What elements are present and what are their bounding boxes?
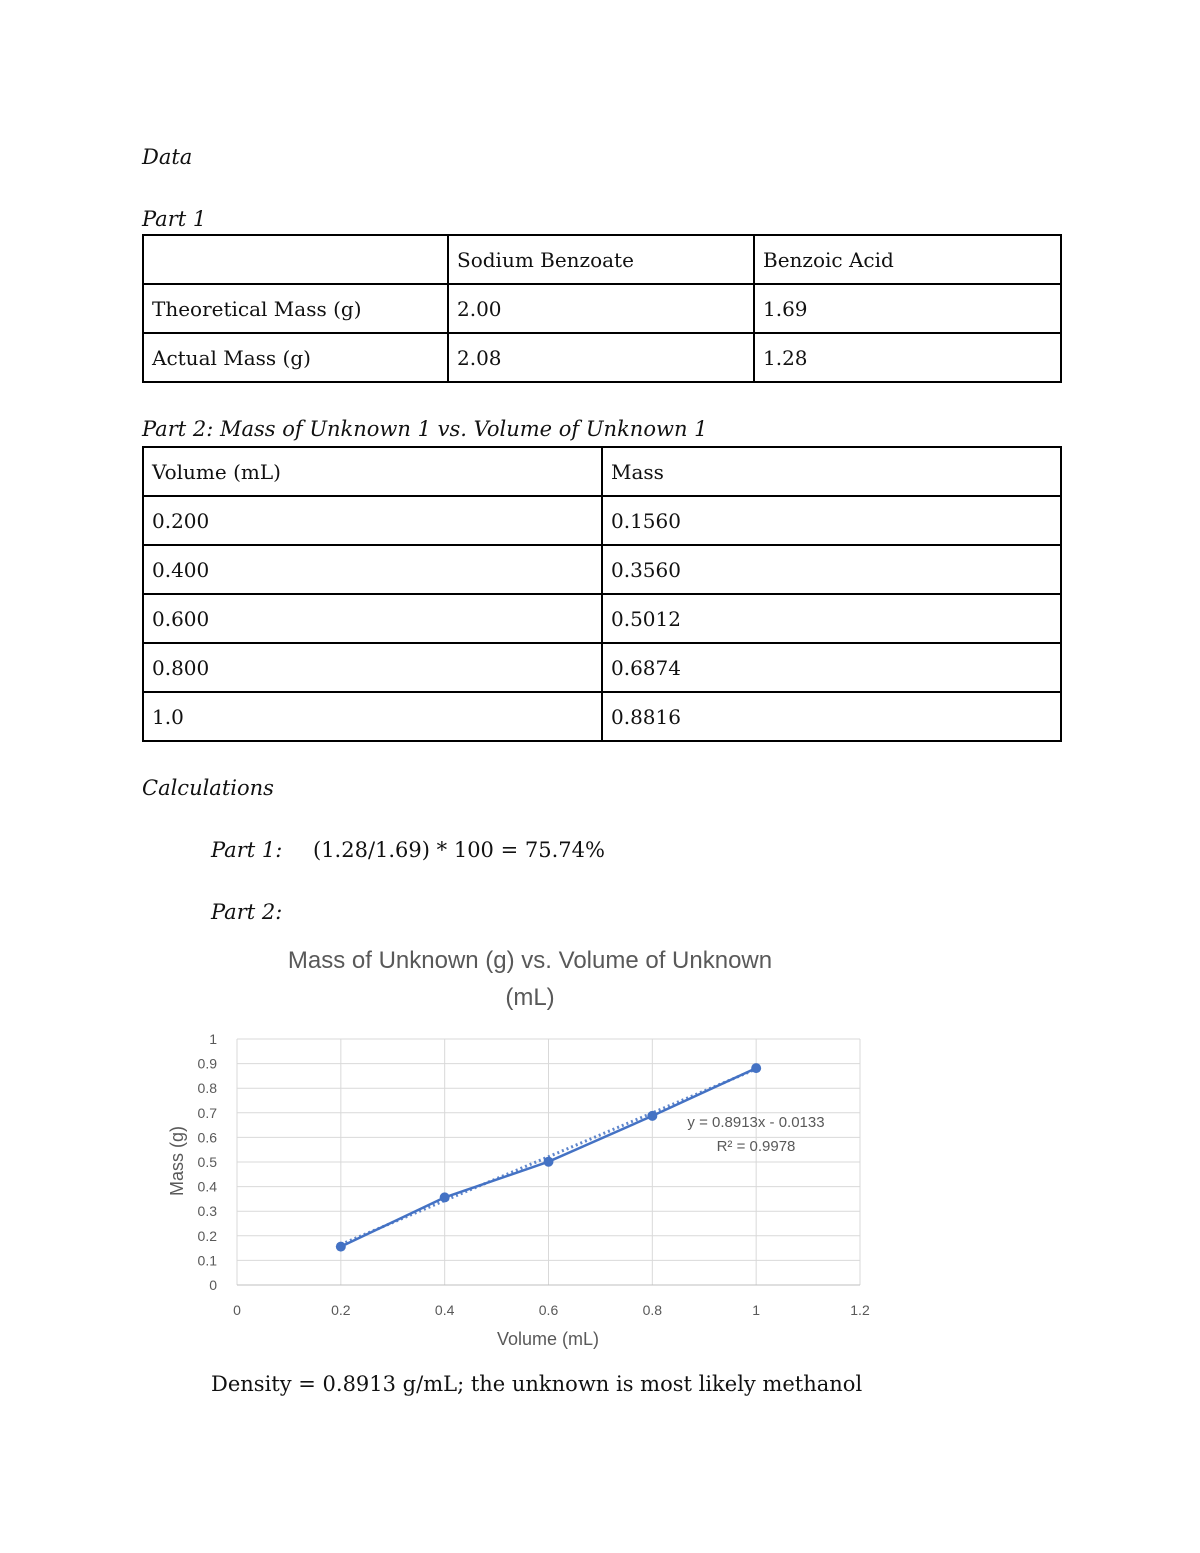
y-tick-label: 0.8 [197, 1080, 217, 1097]
y-tick-label: 0.2 [197, 1227, 217, 1244]
x-tick-label: 1.2 [850, 1302, 870, 1318]
data-point [751, 1063, 761, 1073]
table-cell: 0.800 [143, 643, 602, 692]
x-tick-label: 0.6 [538, 1302, 559, 1318]
table-cell: 1.28 [754, 333, 1061, 382]
table-header-cell: Mass [602, 447, 1061, 496]
table-cell: Actual Mass (g) [143, 333, 448, 382]
table-row [143, 496, 1061, 545]
table-header-cell: Sodium Benzoate [448, 235, 754, 284]
chart-tick-labels [198, 1031, 870, 1318]
table-cell: 0.3560 [602, 545, 1061, 594]
table-row [143, 692, 1061, 741]
x-tick-label: 0 [233, 1302, 241, 1318]
y-tick-label: 0.3 [197, 1203, 217, 1220]
y-tick-label: 0 [209, 1277, 217, 1293]
y-tick-label: 0.6 [197, 1129, 217, 1146]
table-cell: Theoretical Mass (g) [143, 284, 448, 333]
chart-title: Mass of Unknown (g) vs. Volume of Unknown [287, 947, 773, 974]
table-header-cell: Volume (mL) [143, 447, 602, 496]
calculations-heading: Calculations [142, 776, 274, 800]
calc-part2-label: Part 2: [211, 900, 283, 924]
x-tick-label: 0.4 [434, 1302, 455, 1318]
data-point [544, 1157, 554, 1167]
calc-part1-formula: (1.28/1.69) * 100 = 75.74% [313, 838, 605, 862]
x-tick-label: 0.8 [642, 1302, 663, 1318]
conclusion-text: Density = 0.8913 g/mL; the unknown is most likely methanol [211, 1372, 863, 1396]
table-cell: 2.00 [448, 284, 754, 333]
y-tick-label: 1 [209, 1031, 217, 1047]
table-cell: 0.600 [143, 594, 602, 643]
trendline-equation: y = 0.8913x - 0.0133 [687, 1114, 825, 1131]
calc-part1-label: Part 1: [211, 838, 283, 862]
r-squared-label: R² = 0.9978 [716, 1138, 796, 1155]
table-cell: 0.5012 [602, 594, 1061, 643]
table-header-cell: Benzoic Acid [754, 235, 1061, 284]
x-tick-label: 0.2 [331, 1302, 351, 1318]
table-row [143, 333, 1061, 382]
part1-table [142, 234, 1062, 383]
table-row [143, 594, 1061, 643]
y-tick-label: 0.9 [197, 1055, 217, 1072]
table-cell: 0.200 [143, 496, 602, 545]
part1-heading: Part 1 [142, 207, 207, 231]
chart-title-line2: (mL) [505, 984, 555, 1011]
table-cell: 2.08 [448, 333, 754, 382]
y-tick-label: 0.1 [197, 1252, 217, 1269]
part2-heading: Part 2: Mass of Unknown 1 vs. Volume of Unknown 1 [142, 417, 708, 441]
table-cell: 0.6874 [602, 643, 1061, 692]
table-cell: 1.0 [143, 692, 602, 741]
y-tick-label: 0.7 [197, 1104, 217, 1121]
y-axis-label: Mass (g) [167, 1125, 187, 1197]
y-tick-label: 0.5 [197, 1154, 217, 1170]
table-row [143, 545, 1061, 594]
part2-table [142, 446, 1062, 742]
table-cell: 1.69 [754, 284, 1061, 333]
table-header-cell [143, 235, 448, 284]
table-cell: 0.400 [143, 545, 602, 594]
x-tick-label: 1 [752, 1302, 761, 1318]
mass-volume-chart [150, 935, 890, 1360]
x-axis-label: Volume (mL) [496, 1329, 600, 1349]
table-row [143, 643, 1061, 692]
y-tick-label: 0.4 [197, 1178, 217, 1195]
table-row [143, 284, 1061, 333]
data-heading: Data [142, 145, 193, 169]
table-header-row [143, 235, 1061, 284]
data-point [336, 1242, 346, 1252]
table-cell: 0.1560 [602, 496, 1061, 545]
table-header-row [143, 447, 1061, 496]
table-cell: 0.8816 [602, 692, 1061, 741]
data-point [647, 1111, 657, 1121]
data-point [440, 1192, 450, 1202]
